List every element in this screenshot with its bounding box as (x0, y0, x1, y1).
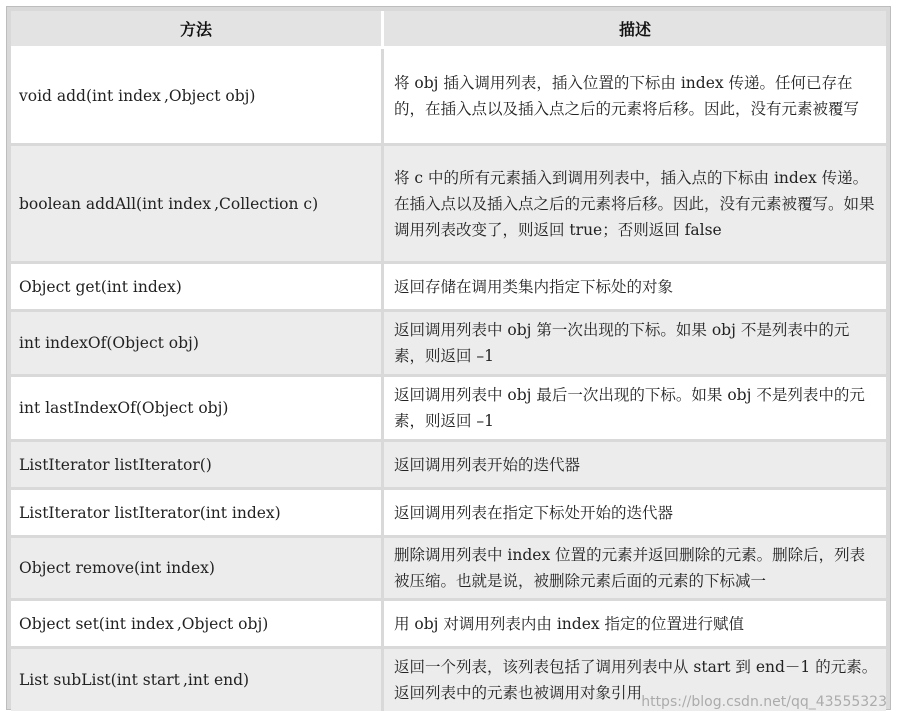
description-cell: 返回存储在调用类集内指定下标处的对象 (384, 264, 886, 312)
method-cell: void add(int index ,Object obj) (11, 49, 384, 146)
description-cell: 将 obj 插入调用列表，插入位置的下标由 index 传递。任何已存在的，在插入点以及插入点之后的元素将后移。因此，没有元素被覆写 (384, 49, 886, 146)
table-row (11, 442, 886, 490)
watermark: https://blog.csdn.net/qq_43555323 (641, 694, 887, 710)
description-cell: 返回调用列表在指定下标处开始的迭代器 (384, 490, 886, 538)
table-header-row (11, 11, 886, 49)
method-cell: Object set(int index ,Object obj) (11, 601, 384, 649)
table-row (11, 377, 886, 442)
table-row (11, 264, 886, 312)
table-row (11, 490, 886, 538)
header-description: 描述 (384, 11, 886, 49)
table-row (11, 538, 886, 601)
method-cell: ListIterator listIterator() (11, 442, 384, 490)
method-cell: int lastIndexOf(Object obj) (11, 377, 384, 442)
table-row (11, 312, 886, 377)
list-methods-table (11, 11, 886, 711)
method-cell: Object get(int index) (11, 264, 384, 312)
header-method: 方法 (11, 11, 384, 49)
description-cell: 返回调用列表中 obj 最后一次出现的下标。如果 obj 不是列表中的元素，则返回 –1 (384, 377, 886, 442)
description-cell: 删除调用列表中 index 位置的元素并返回删除的元素。删除后，列表被压缩。也就是说，被删除元素后面的元素的下标减一 (384, 538, 886, 601)
table-row (11, 146, 886, 264)
method-cell: ListIterator listIterator(int index) (11, 490, 384, 538)
table-row (11, 49, 886, 146)
description-cell: 返回调用列表开始的迭代器 (384, 442, 886, 490)
description-cell: 返回一个列表，该列表包括了调用列表中从 start 到 end－1 的元素。返回列表中的元素也被调用对象引用 (384, 649, 886, 711)
method-cell: int indexOf(Object obj) (11, 312, 384, 377)
method-cell: Object remove(int index) (11, 538, 384, 601)
method-cell: boolean addAll(int index ,Collection c) (11, 146, 384, 264)
method-cell: List subList(int start ,int end) (11, 649, 384, 711)
description-cell: 返回调用列表中 obj 第一次出现的下标。如果 obj 不是列表中的元素，则返回 –1 (384, 312, 886, 377)
description-cell: 用 obj 对调用列表内由 index 指定的位置进行赋值 (384, 601, 886, 649)
table-row (11, 601, 886, 649)
description-cell: 将 c 中的所有元素插入到调用列表中，插入点的下标由 index 传递。在插入点以及插入点之后的元素将后移。因此，没有元素被覆写。如果调用列表改变了，则返回 true；否则返回 false (384, 146, 886, 264)
